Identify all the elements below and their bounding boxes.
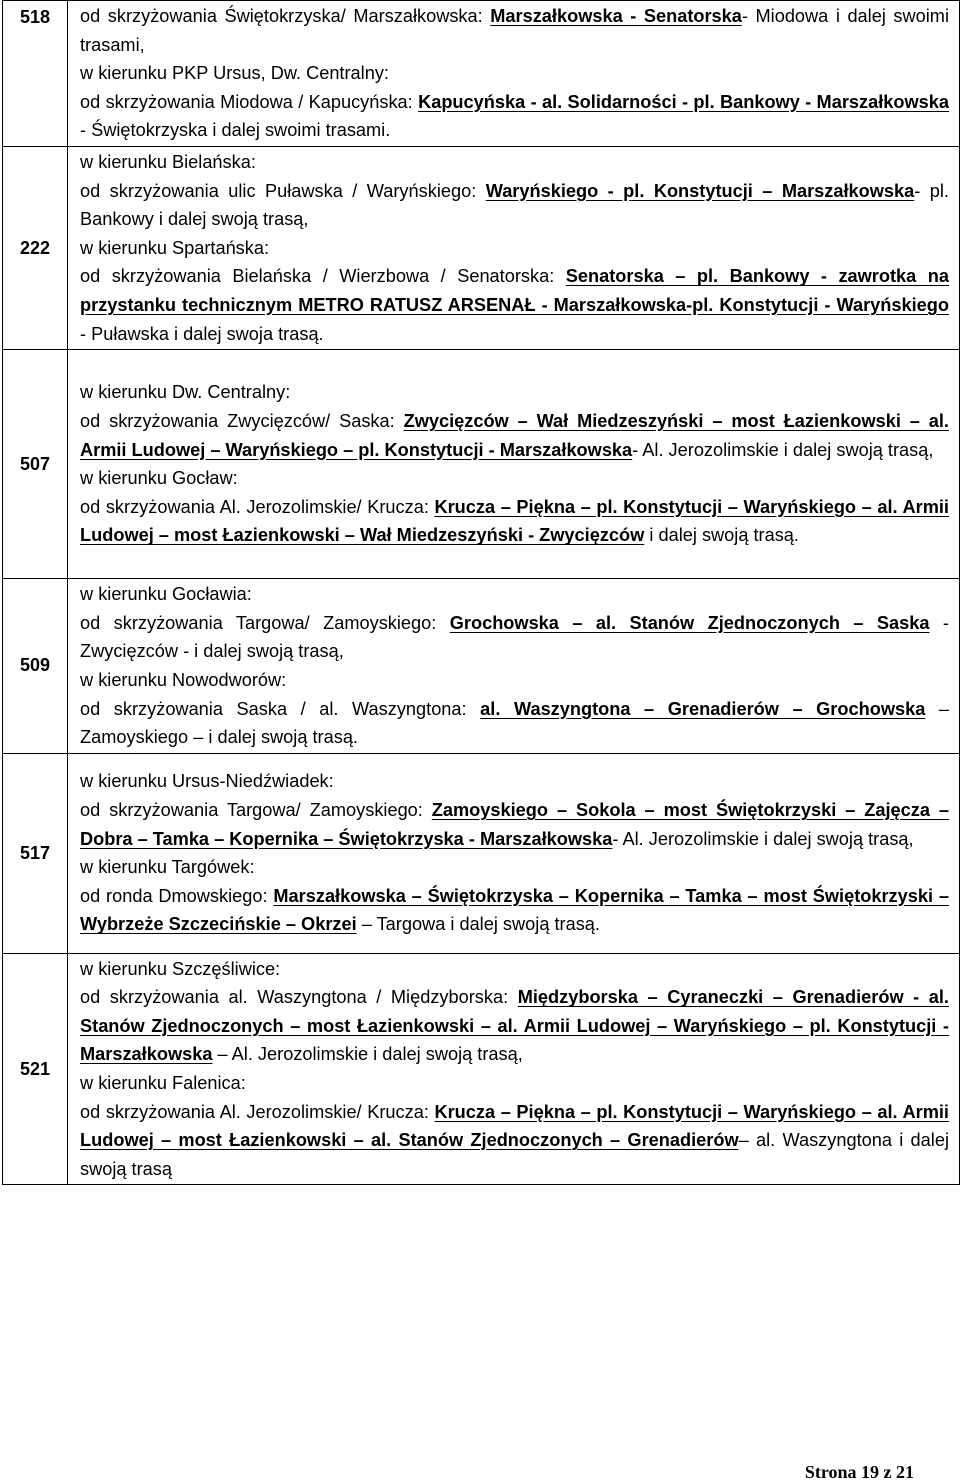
table-row-521 [3,953,960,1185]
route-text: od skrzyżowania Zwycięzców/ Saska: [80,410,404,431]
detour-route-text: Senatorska – pl. Bankowy - zawrotka na przystanku technicznym METRO RATUSZ ARSENAŁ - Marszałkowska-pl. Konstytucji - Waryńskiego [80,266,949,315]
table-body [3,1,960,1185]
route-text: od skrzyżowania Świętokrzyska/ Marszałkowska: [80,6,491,26]
detour-route-text: Kapucyńska - al. Solidarności - pl. Bankowy - Marszałkowska [418,91,949,112]
route-description-cell [68,1,960,147]
line-number-cell: 517 [3,753,68,953]
route-text: w kierunku Dw. Centralny: [80,382,291,403]
detour-route-text: Krucza – Piękna – pl. Konstytucji – Waryńskiego – al. Armii Ludowej – most Łazienkowski – Wał Miedzeszyński - Zwycięzców [80,496,949,546]
route-text: od skrzyżowania Al. Jerozolimskie/ Krucza: [80,1101,435,1122]
route-text: w kierunku Szczęśliwice: [80,958,281,979]
route-paragraph [80,796,949,853]
route-text: – al. Waszyngtona i dalej swoją trasą [80,1130,949,1179]
route-text: - Al. Jerozolimskie i dalej swoją trasą, [612,828,914,849]
table-row-517 [3,753,960,953]
direction-heading [80,1069,949,1098]
direction-heading [80,464,949,493]
route-text: od skrzyżowania Targowa/ Zamoyskiego: [80,800,432,820]
detour-route-text: Międzyborska – Cyraneczki – Grenadierów - al. Stanów Zjednoczonych – most Łazienkowski – al. Armii Ludowej – Waryńskiego – pl. Konstytucji - Marszałkowska [80,987,949,1065]
route-text: od skrzyżowania Saska / al. Waszyngtona: [80,698,481,719]
route-description-cell [68,753,960,953]
line-number-cell: 222 [3,146,68,349]
detour-route-text: Krucza – Piękna – pl. Konstytucji – Waryńskiego – al. Armii Ludowej – most Łazienkowski – al. Stanów Zjednoczonych – Grenadierów [80,1101,949,1151]
route-text: od skrzyżowania ulic Puławska / Waryńskiego: [80,180,486,201]
direction-heading [80,59,949,88]
route-paragraph [80,1098,949,1184]
route-text: od skrzyżowania al. Waszyngtona / Międzyborska: [80,987,518,1008]
route-text: od ronda Dmowskiego: [80,885,274,906]
route-paragraph [80,262,949,348]
route-paragraph [80,407,949,464]
direction-heading [80,234,949,263]
route-text: od skrzyżowania Miodowa / Kapucyńska: [80,91,419,112]
line-number-cell: 509 [3,579,68,754]
table-row-507 [3,350,960,579]
route-text: w kierunku Bielańska: [80,151,256,172]
line-number-cell: 518 [3,1,68,147]
route-description-cell [68,579,960,754]
direction-heading [80,955,949,984]
detour-route-text: Waryńskiego - pl. Konstytucji – Marszałkowska [485,180,915,201]
route-text: od skrzyżowania Targowa/ Zamoyskiego: [80,612,450,633]
detour-route-text: Zamoyskiego – Sokola – most Świętokrzyski – Zajęcza – Dobra – Tamka – Kopernika – Świętokrzyska - Marszałkowska [80,800,949,849]
route-text: - Świętokrzyska i dalej swoimi trasami. [80,120,391,141]
table-row-518 [3,1,960,147]
route-text: – Targowa i dalej swoją trasą. [356,914,600,935]
route-text: - Al. Jerozolimskie i dalej swoją trasą, [632,439,934,460]
route-text: w kierunku Ursus-Niedźwiadek: [80,771,334,792]
direction-heading [80,148,949,177]
route-text: – Al. Jerozolimskie i dalej swoją trasą, [212,1044,523,1065]
detour-route-text: Marszałkowska – Świętokrzyska – Kopernika – Tamka – most Świętokrzyski – Wybrzeże Szczecińskie – Okrzei [80,885,949,935]
route-text: - Miodowa i dalej swoimi trasami, [80,6,949,55]
route-text: w kierunku Gocławia: [80,584,252,605]
direction-heading [80,767,949,796]
detour-route-text: Grochowska – al. Stanów Zjednoczonych – Saska [449,612,930,633]
detour-route-text: al. Waszyngtona – Grenadierów – Grochowska [480,698,926,719]
route-paragraph [80,882,949,939]
route-paragraph [80,88,949,145]
table-row-222 [3,146,960,349]
route-description-cell [68,146,960,349]
route-text: od skrzyżowania Bielańska / Wierzbowa / Senatorska: [80,266,566,287]
route-text: od skrzyżowania Al. Jerozolimskie/ Krucza: [80,496,435,517]
route-text: w kierunku Gocław: [80,468,238,489]
route-text: - pl. Bankowy i dalej swoją trasą, [80,180,949,230]
line-number-cell: 507 [3,350,68,579]
route-paragraph [80,983,949,1069]
bus-detour-table [2,0,960,1185]
route-text: – Zamoyskiego – i dalej swoją trasą. [80,698,950,748]
route-paragraph [80,2,949,59]
route-text: w kierunku Nowodworów: [80,669,287,690]
direction-heading [80,580,949,609]
route-text: w kierunku Targówek: [80,857,255,878]
route-text: w kierunku Falenica: [80,1073,246,1094]
route-description-cell [68,953,960,1185]
direction-heading [80,666,949,695]
route-paragraph [80,177,949,234]
route-paragraph [80,493,949,550]
route-text: w kierunku PKP Ursus, Dw. Centralny: [80,63,389,84]
detour-route-text: Zwycięzców – Wał Miedzeszyński – most Łazienkowski – al. Armii Ludowej – Waryńskiego – pl. Konstytucji - Marszałkowska [80,410,949,460]
route-description-cell [68,350,960,579]
table-row-509 [3,579,960,754]
line-number-cell: 521 [3,953,68,1185]
detour-route-text: Marszałkowska - Senatorska [490,6,742,26]
route-text: i dalej swoją trasą. [644,525,799,546]
page-number-footer: Strona 19 z 21 [804,1462,914,1482]
route-text: w kierunku Spartańska: [80,237,270,258]
route-text: - Zwycięzców - i dalej swoją trasą, [80,612,949,662]
route-paragraph [80,695,949,752]
direction-heading [80,378,949,407]
route-text: - Puławska i dalej swoja trasą. [80,323,324,344]
direction-heading [80,853,949,882]
route-paragraph [80,609,949,666]
